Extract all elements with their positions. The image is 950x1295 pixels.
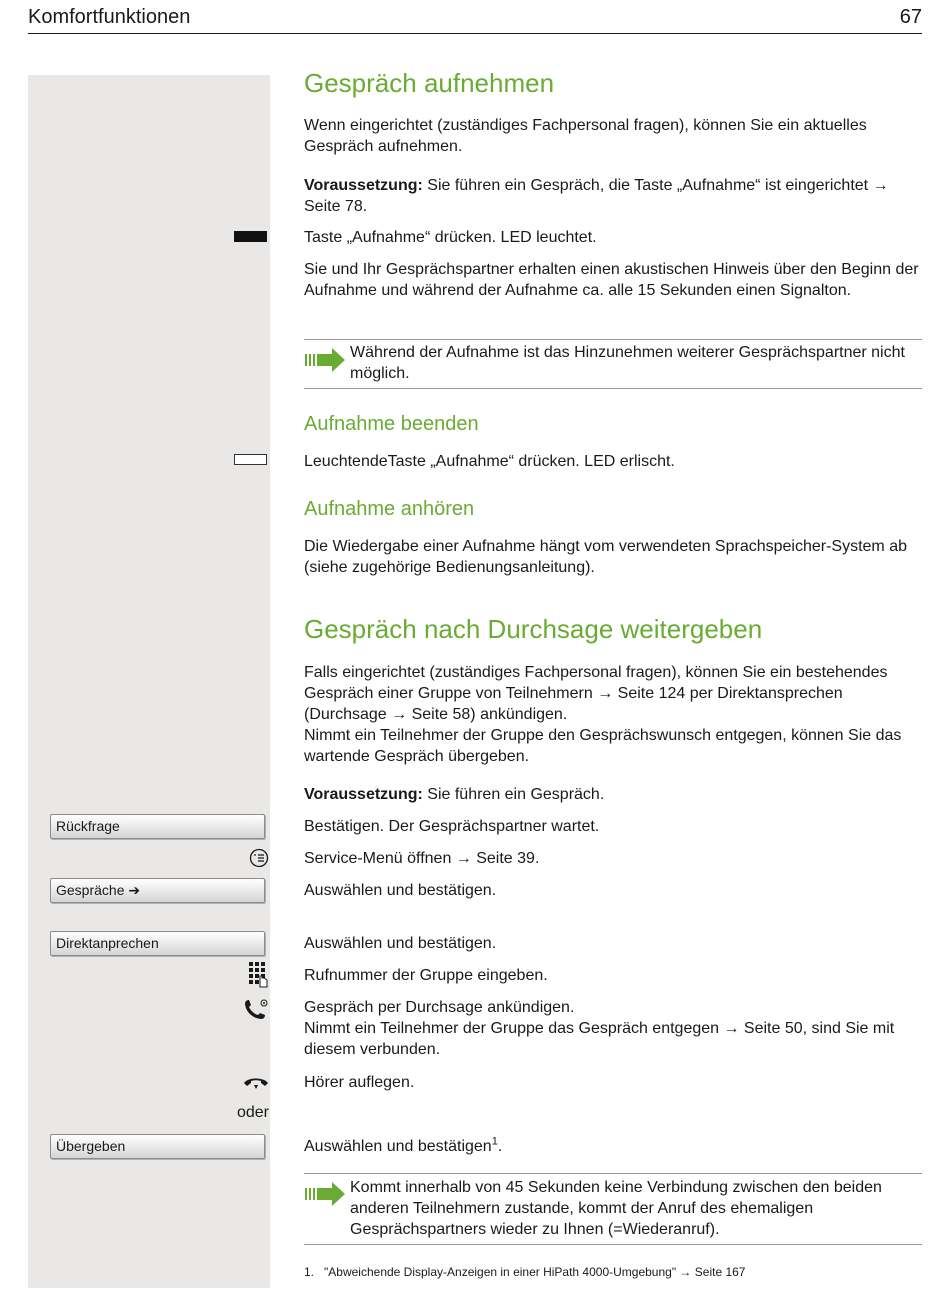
step-connected-info: Nimmt ein Teilnehmer der Gruppe das Gespräch entgegen → Seite 50, sind Sie mit diesem verbunden. [304,1020,895,1058]
step-hang-up: Hörer auflegen. [304,1074,415,1091]
step-select-uebergeben: Auswählen und bestätigen$^1$. [304,1135,503,1155]
note-rule-bottom [304,388,922,389]
footnote-marker: 1 [491,1135,498,1148]
step-announce-block [304,997,922,1060]
hang-up-icon [242,1074,270,1090]
prerequisite-label-2: Voraussetzung: [304,786,423,803]
paragraph-listen: Die Wiedergabe einer Aufnahme hängt vom verwendeten Sprachspeicher-System ab (siehe zugehörige Bedienungsanleitung). [304,538,907,576]
paragraph-info: Sie und Ihr Gesprächspartner erhalten einen akustischen Hinweis über den Beginn der Aufnahme und während der Aufnahme ca. alle 15 Sekunden einen Signalton. [304,261,919,299]
paragraph-prerequisite-2 [304,784,922,805]
step-select-direktansprechen: Auswählen und bestätigen. [304,935,497,952]
step-press-record: Taste „Aufnahme“ drücken. LED leuchtet. [304,229,597,246]
paragraph-intro-2-line2: Nimmt ein Teilnehmer der Gruppe den Gesprächswunsch entgegen, können Sie das wartende Gespräch übergeben. [304,727,902,765]
step-select-gespraeche: Auswählen und bestätigen. [304,882,497,899]
note-arrow-icon [304,348,346,372]
footnote-number: 1. [304,1265,315,1279]
prerequisite-label: Voraussetzung: [304,177,423,194]
note-rule-top [304,339,922,340]
page-number: 67 [899,6,922,28]
note2-text: Kommt innerhalb von 45 Sekunden keine Verbindung zwischen den beiden anderen Teilnehmern zustande, kommt der Anruf des ehemaligen Gesprächspartners wieder zu Ihnen (=Wiederanruf). [350,1179,882,1238]
step-confirm-hold: Bestätigen. Der Gesprächspartner wartet. [304,818,600,835]
heading-aufnahme-anhoeren: Aufnahme anhören [304,498,475,520]
header-rule [28,33,922,34]
step-select-uebergeben-text: Auswählen und bestätigen [304,1138,492,1155]
step-end-recording: LeuchtendeTaste „Aufnahme“ drücken. LED erlischt. [304,453,675,470]
keypad-icon [247,961,269,989]
softkey-direktansprechen[interactable]: Direktanprechen [50,931,265,956]
alternative-label-oder: oder [236,1104,269,1121]
note2-rule-top [304,1173,922,1174]
footnote [304,1265,745,1279]
paragraph-intro: Wenn eingerichtet (zuständiges Fachpersonal fragen), können Sie ein aktuelles Gespräch aufnehmen. [304,117,867,155]
softkey-rueckfrage[interactable]: Rückfrage [50,814,265,839]
softkey-gespraeche[interactable]: Gespräche ➔ [50,878,265,903]
led-off-key-icon [234,454,267,465]
note-arrow-icon [304,1182,346,1206]
paragraph-intro-2 [304,662,922,767]
instruction-margin-column [28,75,270,1288]
service-menu-icon [249,848,269,868]
prerequisite-text: Sie führen ein Gespräch, die Taste „Aufnahme“ ist eingerichtet → Seite 78. [304,177,889,215]
heading-gespraech-durchsage: Gespräch nach Durchsage weitergeben [304,614,763,644]
prerequisite-text-2: Sie führen ein Gespräch. [422,786,605,803]
note2-rule-bottom [304,1244,922,1245]
step-open-service-menu: Service-Menü öffnen → Seite 39. [304,850,540,867]
note-text: Während der Aufnahme ist das Hinzunehmen weiterer Gesprächspartner nicht möglich. [350,344,905,382]
heading-aufnahme-beenden: Aufnahme beenden [304,413,479,435]
led-on-key-icon [234,231,267,242]
paragraph-prerequisite [304,175,922,217]
softkey-uebergeben[interactable]: Übergeben [50,1134,265,1159]
loudspeaker-handset-icon [243,998,269,1020]
heading-gespraech-aufnehmen: Gespräch aufnehmen [304,68,555,98]
step-enter-group-number: Rufnummer der Gruppe eingeben. [304,967,548,984]
footnote-text: "Abweichende Display-Anzeigen in einer HiPath 4000-Umgebung" → Seite 167 [324,1265,746,1279]
running-header-title: Komfortfunktionen [28,6,191,28]
step-announce: Gespräch per Durchsage ankündigen. [304,999,575,1016]
paragraph-intro-2-line1: Falls eingerichtet (zuständiges Fachpersonal fragen), können Sie ein bestehendes Gespräch einer Gruppe von Teilnehmern → Seite 124 per Direktansprechen (Durchsage → Seite 58) ankündigen. [304,664,888,723]
